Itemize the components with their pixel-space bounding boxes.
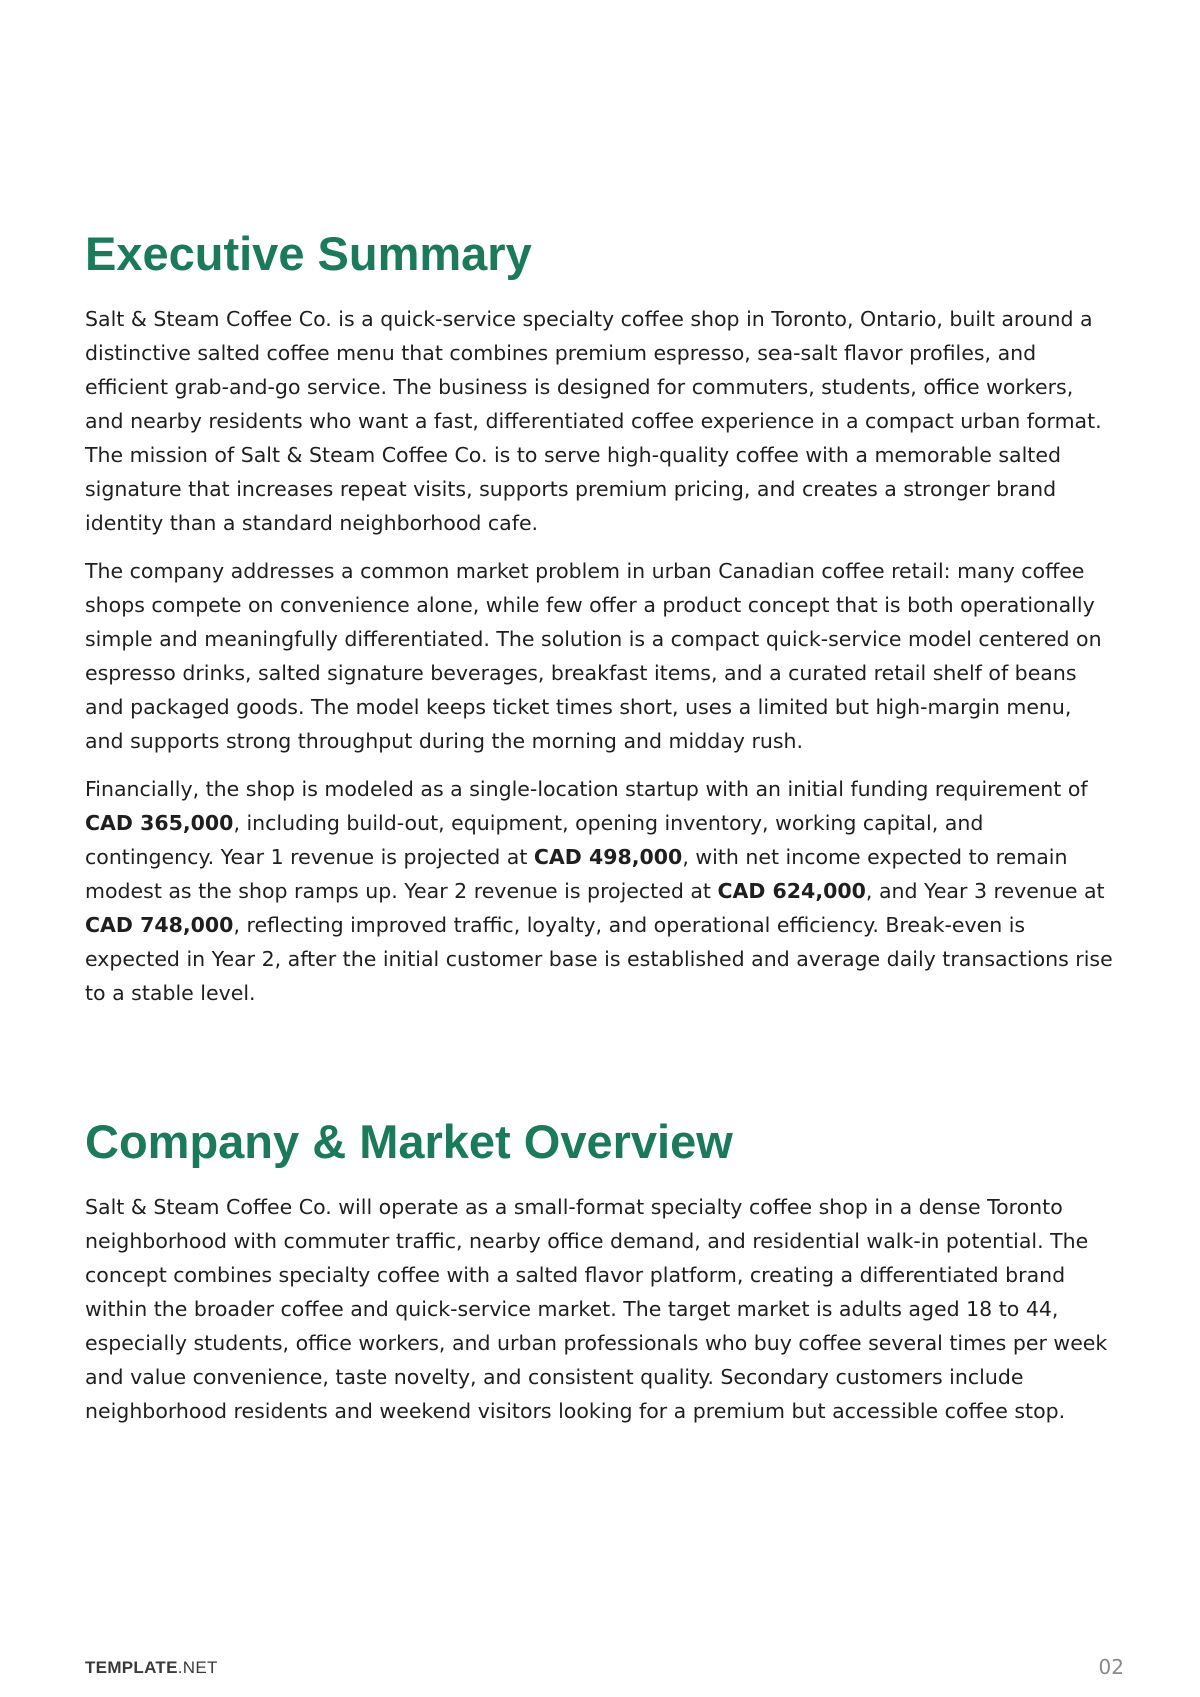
section-title: Executive Summary: [85, 227, 532, 280]
funding-amount: CAD 365,000: [85, 810, 234, 835]
paragraph: Salt & Steam Coffee Co. will operate as a small-format specialty coffee shop in a dense Toronto neighborhood with commuter traffic, nearby office demand, and residential walk-in potential. The concept combines specialty coffee with a salted flavor platform, creating a differentiated brand within the broader coffee and quick-service market. The target market is adults aged 18 to 44, especially students, office workers, and urban professionals who buy coffee several times per week and value convenience, taste novelty, and consistent quality. Secondary customers include neighborhood residents and weekend visitors looking for a premium but accessible coffee stop.: [85, 1194, 1108, 1423]
year1-revenue: CAD 498,000: [533, 844, 683, 869]
section-title: Company & Market Overview: [85, 1115, 733, 1168]
text-run: , including build-out, equipment, opening inventory, working capital, and contingency. Year 1 revenue is projected at: [85, 810, 984, 869]
company-market-overview-section: [85, 1116, 1115, 1442]
financial-paragraph: [85, 772, 1115, 1010]
text-run: Financially, the shop is modeled as a single-location startup with an initial funding requirement of: [85, 776, 1088, 801]
brand-suffix: .NET: [177, 1658, 218, 1677]
paragraph: The company addresses a common market problem in urban Canadian coffee retail: many coffee shops compete on convenience alone, while few offer a product concept that is both operationally simple and meaningfully differentiated. The solution is a compact quick-service model centered on espresso drinks, salted signature beverages, breakfast items, and a curated retail shelf of beans and packaged goods. The model keeps ticket times short, uses a limited but high-margin menu, and supports strong throughput during the morning and midday rush.: [85, 558, 1102, 753]
executive-summary-section: [85, 228, 1115, 1024]
year2-revenue: CAD 624,000: [717, 878, 866, 903]
page-number: 02: [1098, 1655, 1124, 1679]
paragraph: Salt & Steam Coffee Co. is a quick-service specialty coffee shop in Toronto, Ontario, built around a distinctive salted coffee menu that combines premium espresso, sea-salt flavor profiles, and efficient grab-and-go service. The business is designed for commuters, students, office workers, and nearby residents who want a fast, differentiated coffee experience in a compact urban format. The mission of Salt & Steam Coffee Co. is to serve high-quality coffee with a memorable salted signature that increases repeat visits, supports premium pricing, and creates a stronger brand identity than a standard neighborhood cafe.: [85, 306, 1102, 535]
text-run: , and Year 3 revenue at: [865, 878, 1105, 903]
year3-revenue: CAD 748,000: [85, 912, 234, 937]
text-run: , reflecting improved traffic, loyalty, and operational efficiency. Break-even is expected in Year 2, after the initial customer base is established and average daily transactions rise to a stable level.: [85, 912, 1113, 1005]
footer-brand-logo: [85, 1658, 218, 1678]
text-run: , with net income expected to remain modest as the shop ramps up. Year 2 revenue is projected at: [85, 844, 1068, 903]
brand-name: TEMPLATE: [85, 1658, 178, 1677]
